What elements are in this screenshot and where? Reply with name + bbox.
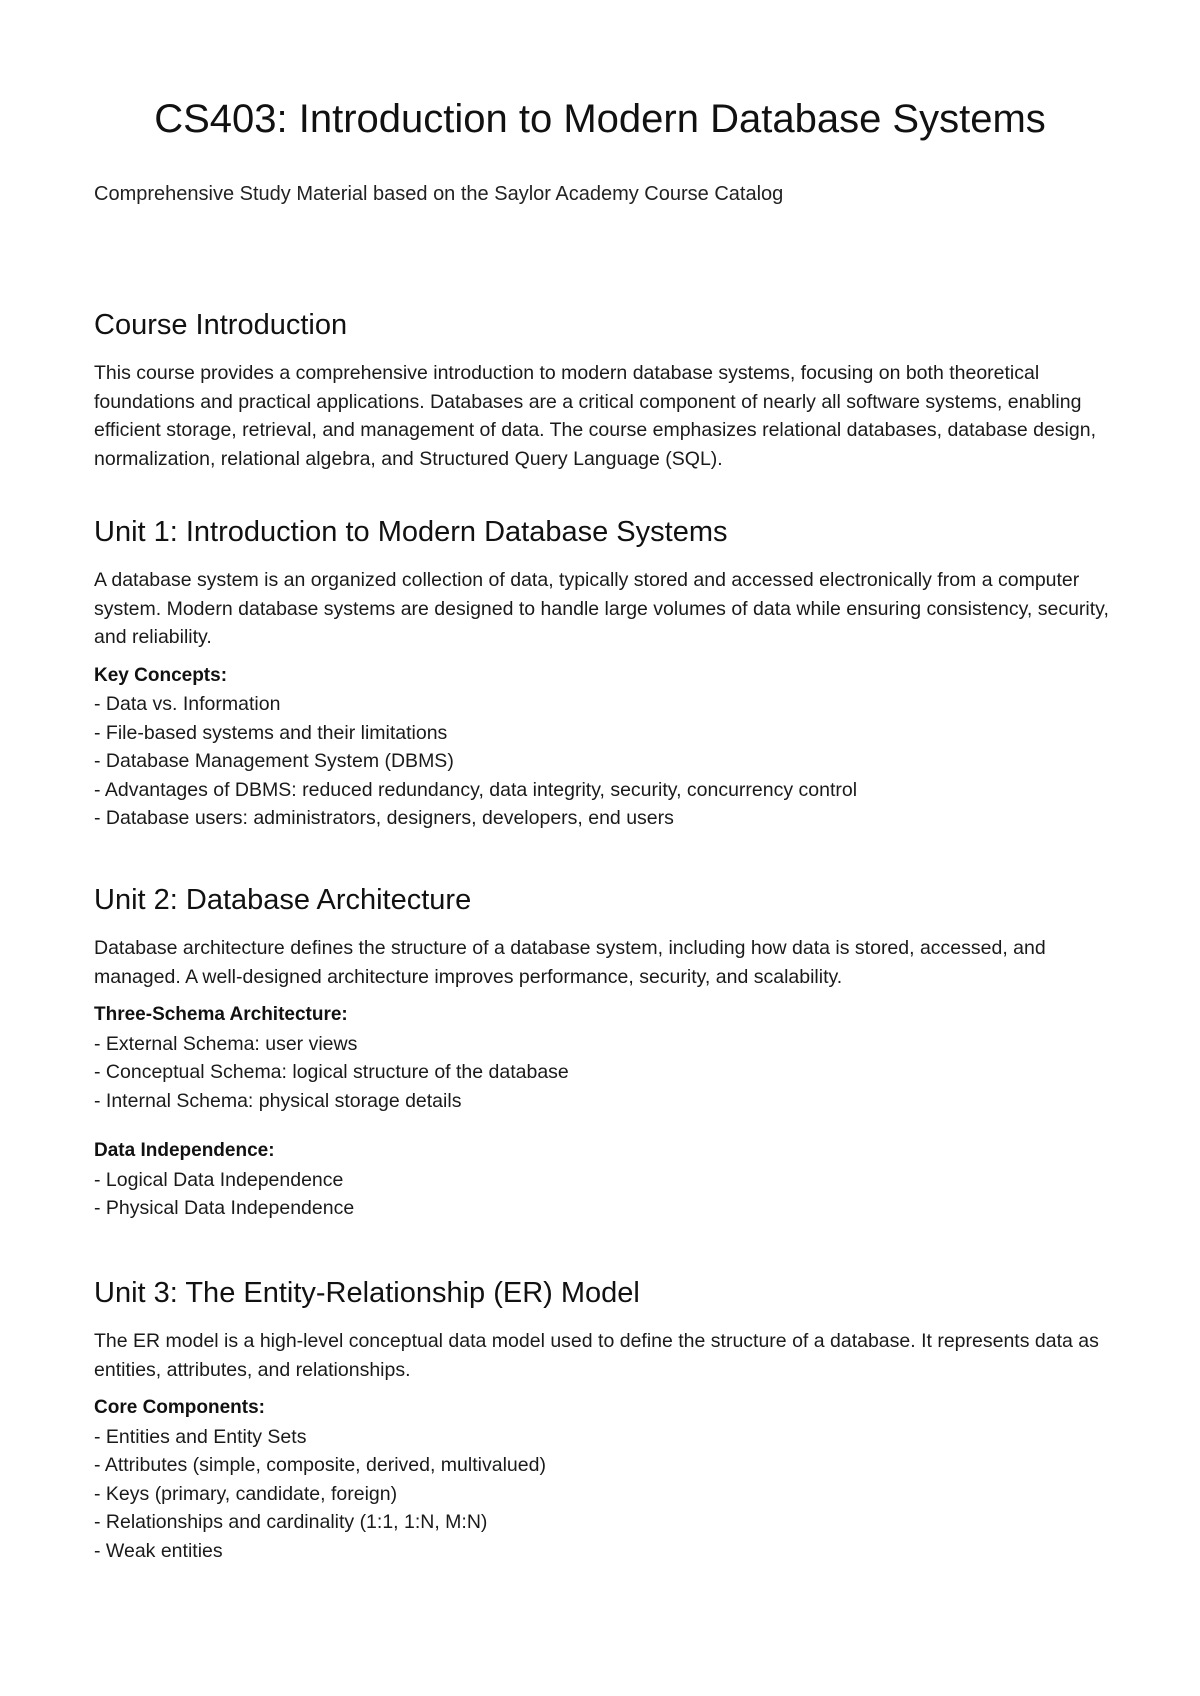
list-item: - Logical Data Independence bbox=[94, 1166, 1124, 1195]
list-item: - Attributes (simple, composite, derived, multivalued) bbox=[94, 1451, 1124, 1480]
list-item: - Database users: administrators, designers, developers, end users bbox=[94, 804, 1124, 833]
section-paragraph: The ER model is a high-level conceptual data model used to define the structure of a database. It represents data as entities, attributes, and relationships. bbox=[94, 1330, 1099, 1381]
section-unit-3 bbox=[94, 1273, 1124, 1587]
data-independence-list bbox=[94, 1166, 1124, 1223]
key-concepts-group bbox=[94, 662, 1124, 833]
three-schema-group bbox=[94, 1001, 1124, 1115]
section-heading: Unit 2: Database Architecture bbox=[94, 884, 472, 916]
key-concepts-list bbox=[94, 690, 1124, 833]
section-paragraph: This course provides a comprehensive introduction to modern database systems, focusing on both theoretical foundations and practical applications. Databases are a critical component of nearly all software systems, enabling efficient storage, retrieval, and management of data. The course emphasizes relational databases, database design, normalization, relational algebra, and Structured Query Language (SQL). bbox=[94, 362, 1096, 470]
section-heading: Unit 3: The Entity-Relationship (ER) Model bbox=[94, 1277, 640, 1309]
document-title: CS403: Introduction to Modern Database Systems bbox=[154, 97, 1046, 141]
list-item: - Data vs. Information bbox=[94, 690, 1124, 719]
document-subtitle: Comprehensive Study Material based on the Saylor Academy Course Catalog bbox=[94, 183, 784, 205]
list-item: - Database Management System (DBMS) bbox=[94, 747, 1124, 776]
section-paragraph: Database architecture defines the structure of a database system, including how data is stored, accessed, and managed. A well-designed architecture improves performance, security, and scalability. bbox=[94, 937, 1046, 988]
group-title: Key Concepts: bbox=[94, 664, 228, 686]
section-course-introduction bbox=[94, 305, 1124, 483]
group-title: Three-Schema Architecture: bbox=[94, 1004, 348, 1025]
list-item: - Relationships and cardinality (1:1, 1:N, M:N) bbox=[94, 1508, 1124, 1537]
list-item: - Advantages of DBMS: reduced redundancy, data integrity, security, concurrency control bbox=[94, 776, 1124, 805]
section-heading: Unit 1: Introduction to Modern Database Systems bbox=[94, 516, 728, 548]
list-item: - Weak entities bbox=[94, 1537, 1124, 1566]
list-item: - Entities and Entity Sets bbox=[94, 1423, 1124, 1452]
list-item: - External Schema: user views bbox=[94, 1030, 1124, 1059]
list-item: - Keys (primary, candidate, foreign) bbox=[94, 1480, 1124, 1509]
section-heading: Course Introduction bbox=[94, 309, 348, 341]
list-item: - File-based systems and their limitations bbox=[94, 719, 1124, 748]
list-item: - Conceptual Schema: logical structure of the database bbox=[94, 1058, 1124, 1087]
list-item: - Internal Schema: physical storage details bbox=[94, 1087, 1124, 1116]
section-unit-2 bbox=[94, 880, 1124, 1245]
section-unit-1 bbox=[94, 512, 1124, 855]
section-paragraph: A database system is an organized collection of data, typically stored and accessed electronically from a computer system. Modern database systems are designed to handle large volumes of data while ensuring consistency, security, and reliability. bbox=[94, 569, 1109, 648]
core-components-group bbox=[94, 1394, 1124, 1565]
group-title: Data Independence: bbox=[94, 1140, 275, 1161]
three-schema-list bbox=[94, 1030, 1124, 1116]
core-components-list bbox=[94, 1423, 1124, 1566]
data-independence-group bbox=[94, 1137, 1124, 1223]
group-title: Core Components: bbox=[94, 1397, 265, 1418]
list-item: - Physical Data Independence bbox=[94, 1194, 1124, 1223]
